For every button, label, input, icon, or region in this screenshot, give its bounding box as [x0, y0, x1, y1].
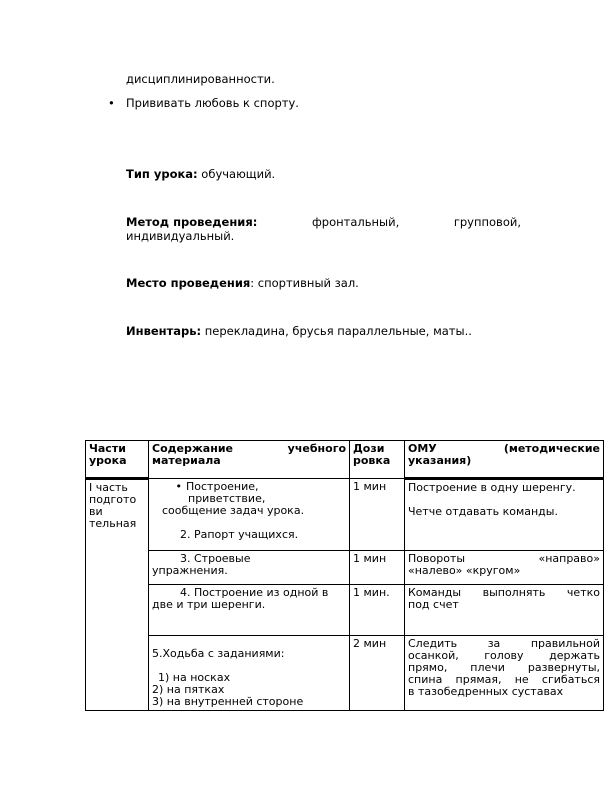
omu-cell: Построение в одну шеренгу. Четче отдавать команды.	[405, 479, 604, 551]
method-value-1: фронтальный,	[311, 215, 400, 229]
omu-cell: Следить за правильной осанкой, голову держать прямо, плечи развернуты, спина прямая, не сгибаться в тазобедренных суставах	[405, 636, 604, 711]
dose-cell: 1 мин.	[350, 585, 405, 636]
header-dose: Дози ровка	[350, 441, 405, 479]
content-cell: 5.Ходьба с заданиями: 1) на носках 2) на пятках 3) на внутренней стороне	[149, 636, 350, 711]
content-cell: 3. Строевые упражнения.	[149, 551, 350, 585]
table-header-row	[86, 441, 604, 479]
dose-cell: 1 мин	[350, 551, 405, 585]
lesson-table	[85, 440, 604, 711]
dose-cell: 2 мин	[350, 636, 405, 711]
method-value-3: индивидуальный.	[126, 229, 235, 243]
bullet-icon: •	[108, 96, 115, 110]
lesson-type	[126, 167, 275, 181]
table-row	[86, 636, 604, 711]
inventory	[126, 324, 472, 338]
inventory-label: Инвентарь:	[126, 324, 202, 338]
content-cell: 4. Построение из одной в две и три шеренги.	[149, 585, 350, 636]
inventory-value: перекладина, брусья параллельные, маты..	[201, 324, 472, 338]
place-value: : спортивный зал.	[250, 276, 359, 290]
table-row	[86, 551, 604, 585]
part-cell: I часть подгото ви тельная	[86, 479, 149, 711]
bullet-icon: •	[175, 480, 182, 493]
omu-cell: Команды выполнять четко под счет	[405, 585, 604, 636]
header-content: Содержание учебного материала	[149, 441, 350, 479]
header-part: Части урока	[86, 441, 149, 479]
lesson-type-label: Тип урока:	[126, 167, 198, 181]
bullet-text: Прививать любовь к спорту.	[126, 96, 299, 110]
table-row	[86, 585, 604, 636]
place-label: Место проведения	[126, 276, 251, 290]
intro-line: дисциплинированности.	[126, 72, 275, 86]
content-cell: • Построение, приветствие, сообщение задач урока. 2. Рапорт учащихся.	[149, 479, 350, 551]
place	[126, 276, 359, 290]
method	[126, 215, 521, 243]
bullet-item	[108, 96, 299, 110]
dose-cell: 1 мин	[350, 479, 405, 551]
lesson-type-value: обучающий.	[197, 167, 276, 181]
omu-cell: Повороты «направо» «налево» «кругом»	[405, 551, 604, 585]
table-row	[86, 479, 604, 551]
header-omu: ОМУ (методические указания)	[405, 441, 604, 479]
method-label: Метод проведения:	[126, 215, 258, 229]
method-value-2: групповой,	[453, 215, 521, 229]
